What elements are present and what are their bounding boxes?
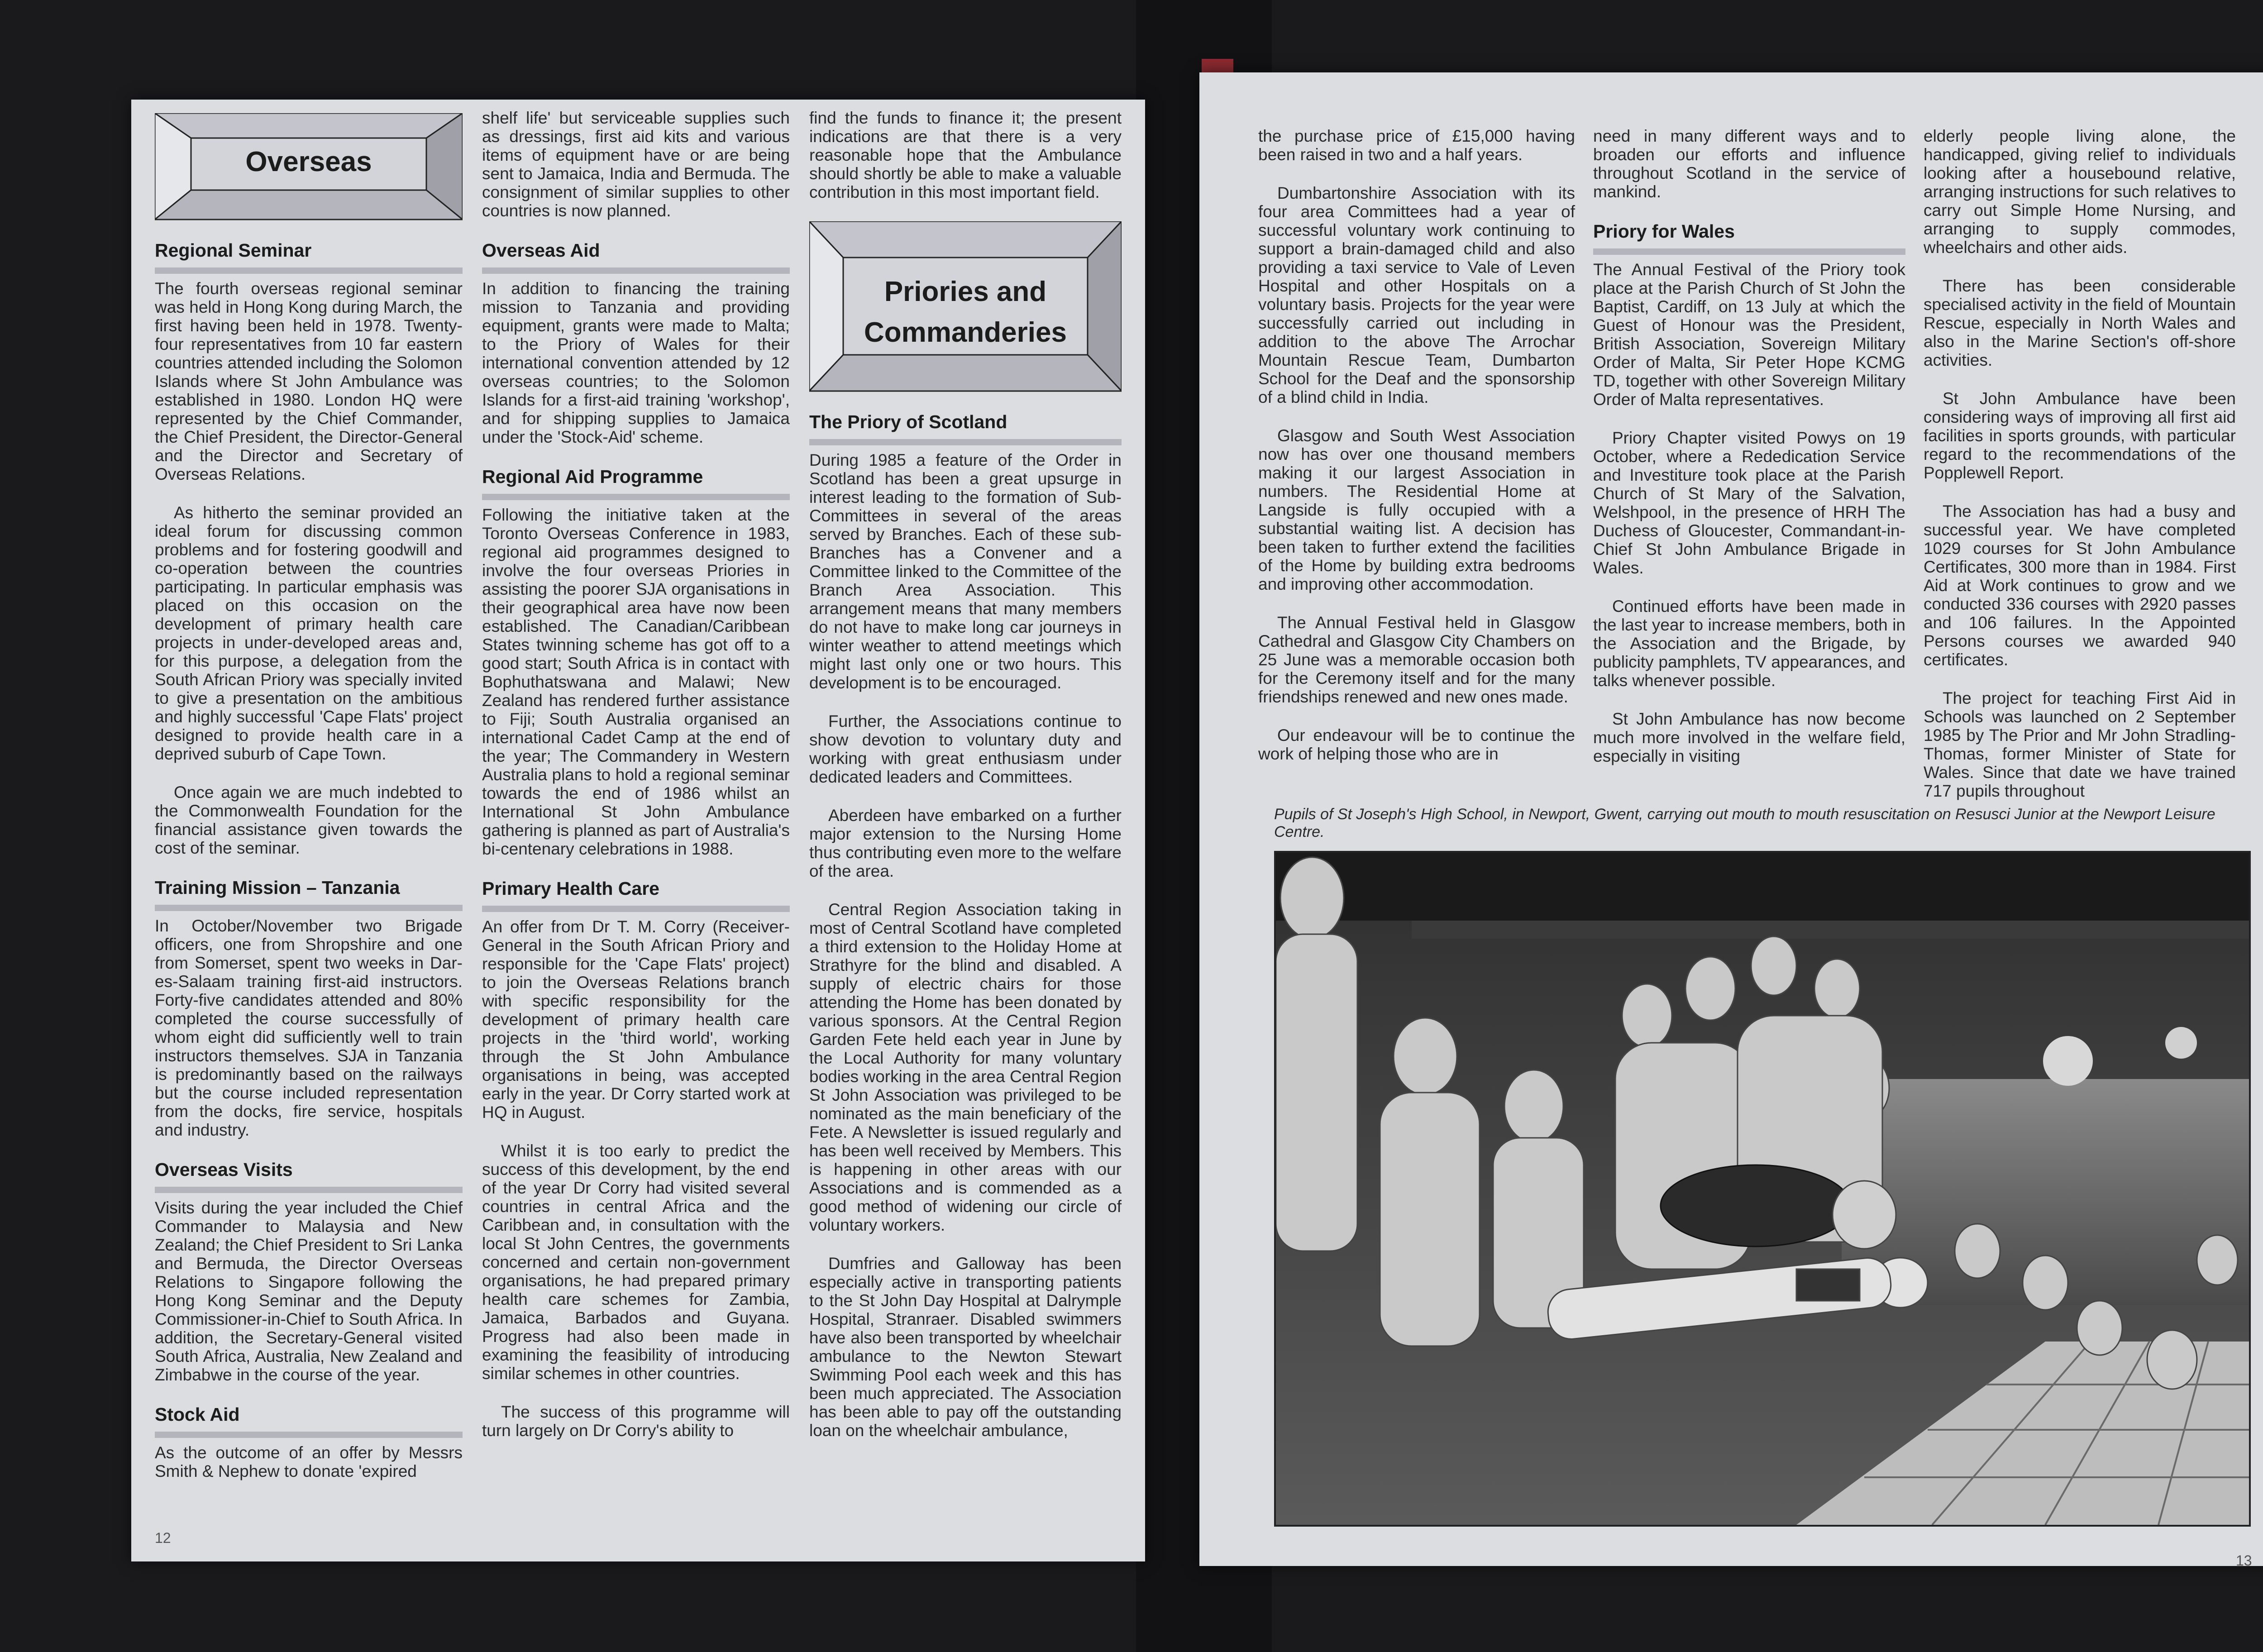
heading-primary-health-care: Primary Health Care (482, 878, 790, 912)
paragraph: Dumfries and Galloway has been especially active in transporting patients to the St John Day Hospital at Dalrymple Hospital, Stranraer. Disabled swimmers have also been transported by wheelchair ambulance to the Newton Stewart Swimming Pool each week and this has been much appreciated. The Association has been able to pay off the outstanding loan on the wheelchair ambulance, (809, 1254, 1122, 1440)
paragraph: As hitherto the seminar provided an ideal forum for discussing common problems and for fostering goodwill and co-operation between the countries participating. In particular emphasis was placed on this occasion on the development of primary health care projects in under-developed areas and, for this purpose, a delegation from the South African Priory was specially invited to give a presentation on the ambitious and highly successful 'Cape Flats' project designed to provide health care in a deprived suburb of Cape Town. (155, 503, 463, 763)
photo-caption: Pupils of St Joseph's High School, in Newport, Gwent, carrying out mouth to mouth resuscitation on Resusci Junior at the Newport Leisure Centre. (1274, 806, 2215, 840)
paragraph: There has been considerable specialised activity in the field of Mountain Rescue, especially in North Wales and also in the Marine Section's off-shore activities. (1924, 277, 2236, 369)
right-page (1199, 72, 2263, 1566)
page-number: 13 (2236, 1552, 2252, 1566)
paragraph: the purchase price of £15,000 having been raised in two and a half years. (1258, 127, 1575, 164)
paragraph: shelf life' but serviceable supplies such as dressings, first aid kits and various items of equipment have or are being sent to Jamaica, India and Bermuda. The consignment of similar supplies to other countries is now planned. (482, 109, 790, 220)
paragraph: find the funds to finance it; the present indications are that there is a very reasonable hope that the Ambulance should shortly be able to make a valuable contribution in this most important field. (809, 109, 1122, 201)
left-col-3 (809, 109, 1122, 1460)
paragraph: St John Ambulance has now become much more involved in the welfare field, especially in visiting (1593, 710, 1905, 765)
paragraph: Further, the Associations continue to show devotion to voluntary duty and working with great enthusiasm under dedicated leaders and Committees. (809, 712, 1122, 786)
page-number: 12 (155, 1530, 171, 1546)
paragraph: Priory Chapter visited Powys on 19 October, where a Rededication Service and Investiture took place at the Parish Church of St Mary of the Salvation, Welshpool, in the presence of HRH The Duchess of Gloucester, Commandant-in-Chief St John Ambulance Brigade in Wales. (1593, 429, 1905, 577)
paragraph: The project for teaching First Aid in Schools was launched on 2 September 1985 by The Prior and Mr John Stradling-Thomas, former Minister of State for Wales. Since that date we have trained 717 pupils throughout (1924, 689, 2236, 800)
left-page (131, 100, 1145, 1561)
paragraph: The Association has had a busy and successful year. We have completed 1029 courses for St John Ambulance Certificates, 300 more than in 1984. First Aid at Work continues to grow and we conducted 336 courses with 2920 passes and 106 failures. In the Appointed Persons courses we awarded 940 certificates. (1924, 502, 2236, 669)
paragraph: Continued efforts have been made in the last year to increase members, both in the Association and the Brigade, by publicity pamphlets, TV appearances, and talks whenever possible. (1593, 597, 1905, 690)
swimming-pool-photo (1274, 851, 2251, 1527)
heading-priory-for-wales: Priory for Wales (1593, 221, 1905, 255)
paragraph: Once again we are much indebted to the Commonwealth Foundation for the financial assistance given towards the cost of the seminar. (155, 783, 463, 857)
overseas-title-box (155, 113, 463, 231)
paragraph: Our endeavour will be to continue the work of helping those who are in (1258, 726, 1575, 763)
bevel-box-graphic (809, 221, 1122, 402)
right-col-3 (1924, 127, 2236, 820)
paragraph: St John Ambulance have been considering ways of improving all first aid facilities in sports grounds, with particular regard to the recommendations of the Popplewell Report. (1924, 389, 2236, 482)
priories-title-box (809, 221, 1122, 402)
paragraph: In October/November two Brigade officers, one from Shropshire and one from Somerset, spent two weeks in Dar-es-Salaam training first-aid instructors. Forty-five candidates attended and 80% completed the course successfully of whom eight did sufficiently well to train instructors themselves. SJA in Tanzania is predominantly based on the railways but the course included representation from the docks, fire service, hospitals and industry. (155, 917, 463, 1139)
priories-title-line2: Commanderies (864, 317, 1067, 348)
paragraph: The Annual Festival of the Priory took place at the Parish Church of St John the Baptist, Cardiff, on 13 July at which the Guest of Honour was the President, British Association, Sovereign Military Order of Malta, Sir Peter Hope KCMG TD, together with other Sovereign Military Order of Malta representatives. (1593, 260, 1905, 409)
right-col-2 (1593, 127, 1905, 785)
photo-graphic (1276, 853, 2249, 1525)
paragraph: The fourth overseas regional seminar was held in Hong Kong during March, the first having been held in 1978. Twenty-four representatives from 10 far eastern countries attended including the Solomon Islands where St John Ambulance was established in 1980. London HQ were represented by the Chief Commander, the Chief President, the Director-General and the Director and Secretary of Overseas Relations. (155, 279, 463, 483)
paragraph: Visits during the year included the Chief Commander to Malaysia and New Zealand; the Chief President to Sri Lanka and Bermuda, the Director Overseas Relations to Singapore following the Hong Kong Seminar and the Deputy Commissioner-in-Chief to South Africa. In addition, the Secretary-General visited South Africa, Australia, New Zealand and Zimbabwe in the course of the year. (155, 1198, 463, 1384)
paragraph: The Annual Festival held in Glasgow Cathedral and Glasgow City Chambers on 25 June was a memorable occasion both for the Ceremony itself and for the many friendships renewed and new ones made. (1258, 613, 1575, 706)
heading-regional-seminar: Regional Seminar (155, 240, 463, 274)
paragraph: need in many different ways and to broaden our efforts and influence throughout Scotland in the service of mankind. (1593, 127, 1905, 201)
heading-overseas-visits: Overseas Visits (155, 1159, 463, 1193)
right-col-1 (1258, 127, 1575, 783)
left-col-2 (482, 109, 790, 1460)
paragraph: Glasgow and South West Association now has over one thousand members making it our largest Association in numbers. The Residential Home at Langside is fully occupied with a substantial waiting list. A decision has been taken to further extend the facilities of the Home by building extra bedrooms and improving other accommodation. (1258, 426, 1575, 593)
paragraph: elderly people living alone, the handicapped, giving relief to individuals looking after a housebound relative, arranging instructions for such relatives to carry out Simple Home Nursing, and arranging to supply commodes, wheelchairs and other aids. (1924, 127, 2236, 257)
overseas-title: Overseas (245, 146, 372, 177)
heading-regional-aid-programme: Regional Aid Programme (482, 466, 790, 500)
paragraph: Central Region Association taking in most of Central Scotland have completed a third extension to the Holiday Home at Strathyre for the blind and disabled. A supply of electric chairs for those attending the Home has been donated by various sponsors. At the Central Region Garden Fete held each year in June by the Local Authority for many voluntary bodies working in the area Central Region St John Association was privileged to be nominated as the main beneficiary of the Fete. A Newsletter is issued regularly and has been well received by Members. This is happening in other areas with our Associations and is commended as a good method of widening our circle of voluntary workers. (809, 900, 1122, 1234)
paragraph: The success of this programme will turn largely on Dr Corry's ability to (482, 1403, 790, 1440)
paragraph: In addition to financing the training mission to Tanzania and providing equipment, grants were made to Malta; to the Priory of Wales for their international convention attended by 12 overseas countries; to the Solomon Islands for a first-aid training 'workshop', and for shipping supplies to Jamaica under the 'Stock-Aid' scheme. (482, 279, 790, 446)
priories-title-line1: Priories and (884, 276, 1047, 307)
paragraph: During 1985 a feature of the Order in Scotland has been a great upsurge in interest leading to the formation of Sub-Committees in several of the areas served by Branches. Each of these sub-Branches has a Convener and a Committee linked to the Committee of the Branch Area Association. This arrangement means that many members do not have to make long car journeys in winter weather to attend meetings which might last only one or two hours. This development is to be encouraged. (809, 451, 1122, 692)
paragraph: Following the initiative taken at the Toronto Overseas Conference in 1983, regional aid programmes designed to involve the four overseas Priories in assisting the poorer SJA organisations in their geographical area have now been established. The Canadian/Caribbean States twinning scheme has got off to a good start; South Africa is in contact with Bophuthatswana and Malawi; New Zealand has rendered further assistance to Fiji; South Australia organised an international Cadet Camp at the end of the year; The Commandery in Western Australia plans to hold a regional seminar towards the end of 1986 whilst an International St John Ambulance gathering is planned as part of Australia's bi-centenary celebrations in 1988. (482, 506, 790, 858)
paragraph: Whilst it is too early to predict the success of this development, by the end of the year Dr Corry had visited several countries in central Africa and the Caribbean and, in consultation with the local St John Centres, the governments concerned and certain non-government organisations, he had prepared primary health care schemes for Zambia, Jamaica, Barbados and Guyana. Progress had also been made in examining the feasibility of introducing similar schemes in other countries. (482, 1141, 790, 1383)
paragraph: Aberdeen have embarked on a further major extension to the Nursing Home thus contributing even more to the welfare of the area. (809, 806, 1122, 880)
heading-training-mission: Training Mission – Tanzania (155, 877, 463, 911)
left-col-1 (155, 113, 463, 1500)
heading-priory-of-scotland: The Priory of Scotland (809, 411, 1122, 445)
paragraph: Dumbartonshire Association with its four area Committees had a year of successful voluntary work continuing to support a brain-damaged child and also providing a taxi service to Vale of Leven Hospital and other Hospitals on a voluntary basis. Projects for the year were successfully carried out including in addition to the above The Arrochar Mountain Rescue Team, Dumbarton School for the Deaf and the sponsorship of a blind child in India. (1258, 184, 1575, 406)
heading-overseas-aid: Overseas Aid (482, 240, 790, 274)
paragraph: An offer from Dr T. M. Corry (Receiver-General in the South African Priory and responsible for the 'Cape Flats' project) to join the Overseas Relations branch with specific responsibility for the development of primary health care projects in the 'third world', working through the St John Ambulance organisations in being, was accepted early in the year. Dr Corry started work at HQ in August. (482, 917, 790, 1122)
paragraph: As the outcome of an offer by Messrs Smith & Nephew to donate 'expired (155, 1443, 463, 1480)
heading-stock-aid: Stock Aid (155, 1404, 463, 1438)
